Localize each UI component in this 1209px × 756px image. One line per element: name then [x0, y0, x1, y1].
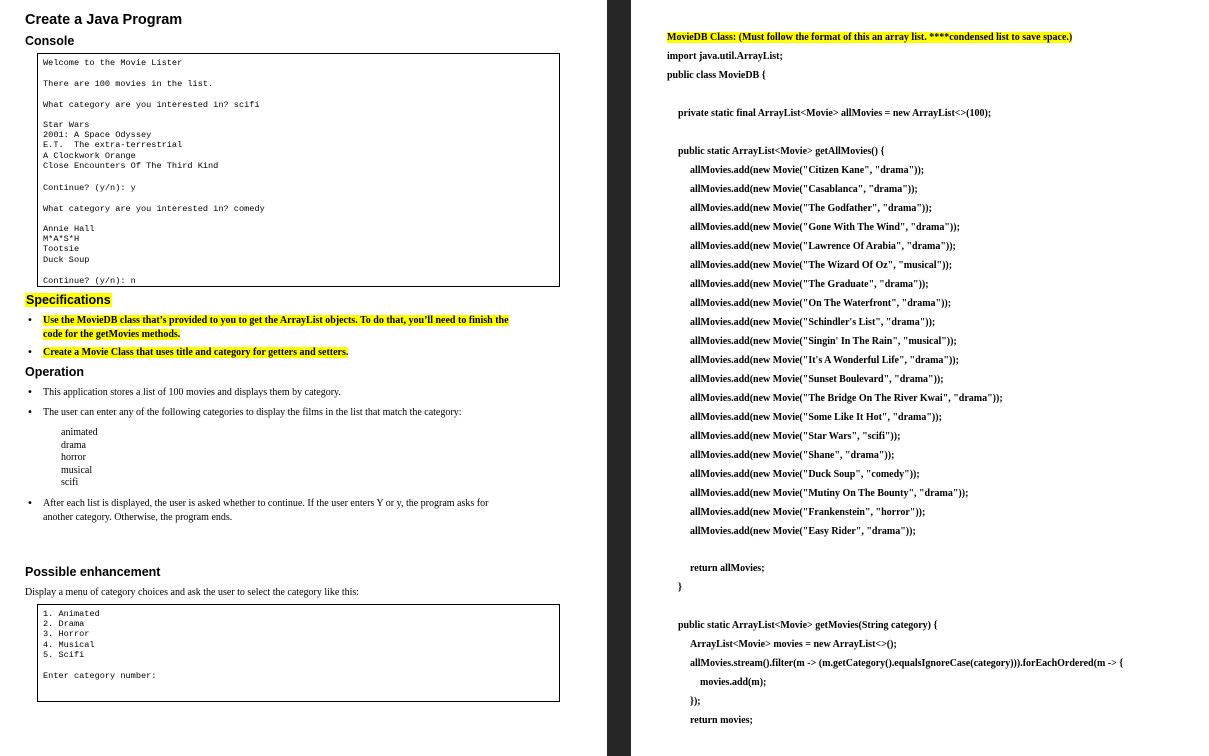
code-line: allMovies.add(new Movie("Shane", "drama"));	[690, 450, 895, 461]
console-line: 2001: A Space Odyssey	[43, 130, 152, 140]
category-horror: horror	[61, 452, 86, 463]
code-line: allMovies.add(new Movie("Star Wars", "scifi"));	[690, 431, 901, 442]
console-line: What category are you interested in? comedy	[43, 204, 265, 214]
menu-line: 2. Drama	[43, 619, 85, 629]
operation-item-3-line-2: another category. Otherwise, the program ends.	[43, 512, 233, 523]
code-line: private static final ArrayList<Movie> allMovies = new ArrayList<>(100);	[678, 108, 992, 119]
operation-heading: Operation	[25, 365, 85, 379]
code-line: return allMovies;	[690, 563, 765, 574]
code-line: import java.util.ArrayList;	[667, 51, 783, 62]
code-line: allMovies.add(new Movie("Duck Soup", "comedy"));	[690, 469, 920, 480]
console-line: Continue? (y/n): y	[43, 183, 136, 193]
enhancement-heading: Possible enhancement	[25, 565, 161, 579]
code-line: allMovies.add(new Movie("Lawrence Of Arabia", "drama"));	[690, 241, 956, 252]
specifications-heading: Specifications	[26, 293, 111, 307]
console-line: M*A*S*H	[43, 234, 80, 244]
console-line: Continue? (y/n): n	[43, 276, 136, 286]
bullet-icon: •	[27, 498, 33, 509]
enhancement-text: Display a menu of category choices and ask the user to select the category like this:	[25, 587, 360, 598]
code-line: }	[678, 582, 682, 593]
moviedb-heading: MovieDB Class: (Must follow the format of this an array list. ****condensed list to save space.)	[667, 32, 1073, 43]
code-line: allMovies.add(new Movie("Mutiny On The Bounty", "drama"));	[690, 488, 969, 499]
code-line: allMovies.add(new Movie("The Godfather", "drama"));	[690, 203, 932, 214]
code-line: allMovies.add(new Movie("Some Like It Hot", "drama"));	[690, 412, 942, 423]
bullet-icon: •	[27, 347, 33, 358]
menu-line: 5. Scifi	[43, 650, 85, 660]
operation-item-1: This application stores a list of 100 movies and displays them by category.	[43, 387, 341, 398]
console-line: Close Encounters Of The Third Kind	[43, 161, 219, 171]
code-line: ArrayList<Movie> movies = new ArrayList<>();	[690, 639, 897, 650]
console-line: Welcome to the Movie Lister	[43, 58, 183, 68]
console-heading: Console	[25, 34, 75, 48]
category-drama: drama	[61, 440, 86, 451]
spec-item-2: Create a Movie Class that uses title and category for getters and setters.	[43, 347, 349, 358]
spec-item-1-line-2: code for the getMovies methods.	[43, 329, 181, 340]
code-line: allMovies.add(new Movie("Sunset Boulevard", "drama"));	[690, 374, 944, 385]
code-line: allMovies.add(new Movie("Casablanca", "drama"));	[690, 184, 918, 195]
bullet-icon: •	[27, 315, 33, 326]
code-line: allMovies.add(new Movie("Schindler's List", "drama"));	[690, 317, 936, 328]
code-line: public static ArrayList<Movie> getMovies(String category) {	[678, 620, 938, 631]
menu-line: Enter category number:	[43, 671, 157, 681]
menu-output-box	[37, 604, 560, 702]
code-line: });	[690, 696, 701, 707]
console-line: Duck Soup	[43, 255, 90, 265]
page-title: Create a Java Program	[25, 12, 183, 28]
console-output-box	[37, 53, 560, 287]
console-line: A Clockwork Orange	[43, 151, 136, 161]
menu-line: 4. Musical	[43, 640, 95, 650]
console-line: There are 100 movies in the list.	[43, 79, 214, 89]
code-line: public static ArrayList<Movie> getAllMovies() {	[678, 146, 885, 157]
category-musical: musical	[61, 465, 93, 476]
code-line: allMovies.add(new Movie("The Bridge On The River Kwai", "drama"));	[690, 393, 1003, 404]
console-line: Annie Hall	[43, 224, 95, 234]
bullet-icon: •	[27, 387, 33, 398]
code-line: allMovies.add(new Movie("The Wizard Of Oz", "musical"));	[690, 260, 953, 271]
operation-item-3-line-1: After each list is displayed, the user is asked whether to continue. If the user enters Y or y, the program asks for	[43, 498, 489, 509]
category-scifi: scifi	[61, 477, 79, 488]
code-line: allMovies.stream().filter(m -> (m.getCategory().equalsIgnoreCase(category))).forEachOrdered(m -> {	[690, 658, 1124, 669]
console-line: Star Wars	[43, 120, 90, 130]
code-line: allMovies.add(new Movie("Easy Rider", "drama"));	[690, 526, 916, 537]
code-line: allMovies.add(new Movie("It's A Wonderful Life", "drama"));	[690, 355, 959, 366]
console-line: Tootsie	[43, 244, 80, 254]
code-line: return movies;	[690, 715, 753, 726]
console-line: What category are you interested in? scifi	[43, 100, 260, 110]
code-line: allMovies.add(new Movie("On The Waterfront", "drama"));	[690, 298, 952, 309]
code-line: allMovies.add(new Movie("Citizen Kane", "drama"));	[690, 165, 925, 176]
menu-line: 1. Animated	[43, 609, 100, 619]
code-line: allMovies.add(new Movie("Gone With The Wind", "drama"));	[690, 222, 960, 233]
operation-item-2: The user can enter any of the following categories to display the films in the list that match the category:	[43, 407, 462, 418]
page-gutter	[607, 0, 631, 756]
code-line: movies.add(m);	[700, 677, 767, 688]
console-line: E.T. The extra-terrestrial	[43, 140, 183, 150]
code-line: allMovies.add(new Movie("The Graduate", "drama"));	[690, 279, 929, 290]
code-line: allMovies.add(new Movie("Frankenstein", "horror"));	[690, 507, 926, 518]
code-line: allMovies.add(new Movie("Singin' In The Rain", "musical"));	[690, 336, 957, 347]
category-animated: animated	[61, 427, 98, 438]
spec-item-1-line-1: Use the MovieDB class that’s provided to you to get the ArrayList objects. To do that, you’ll need to finish the	[43, 315, 509, 326]
menu-line: 3. Horror	[43, 629, 90, 639]
code-line: public class MovieDB {	[667, 70, 766, 81]
bullet-icon: •	[27, 407, 33, 418]
